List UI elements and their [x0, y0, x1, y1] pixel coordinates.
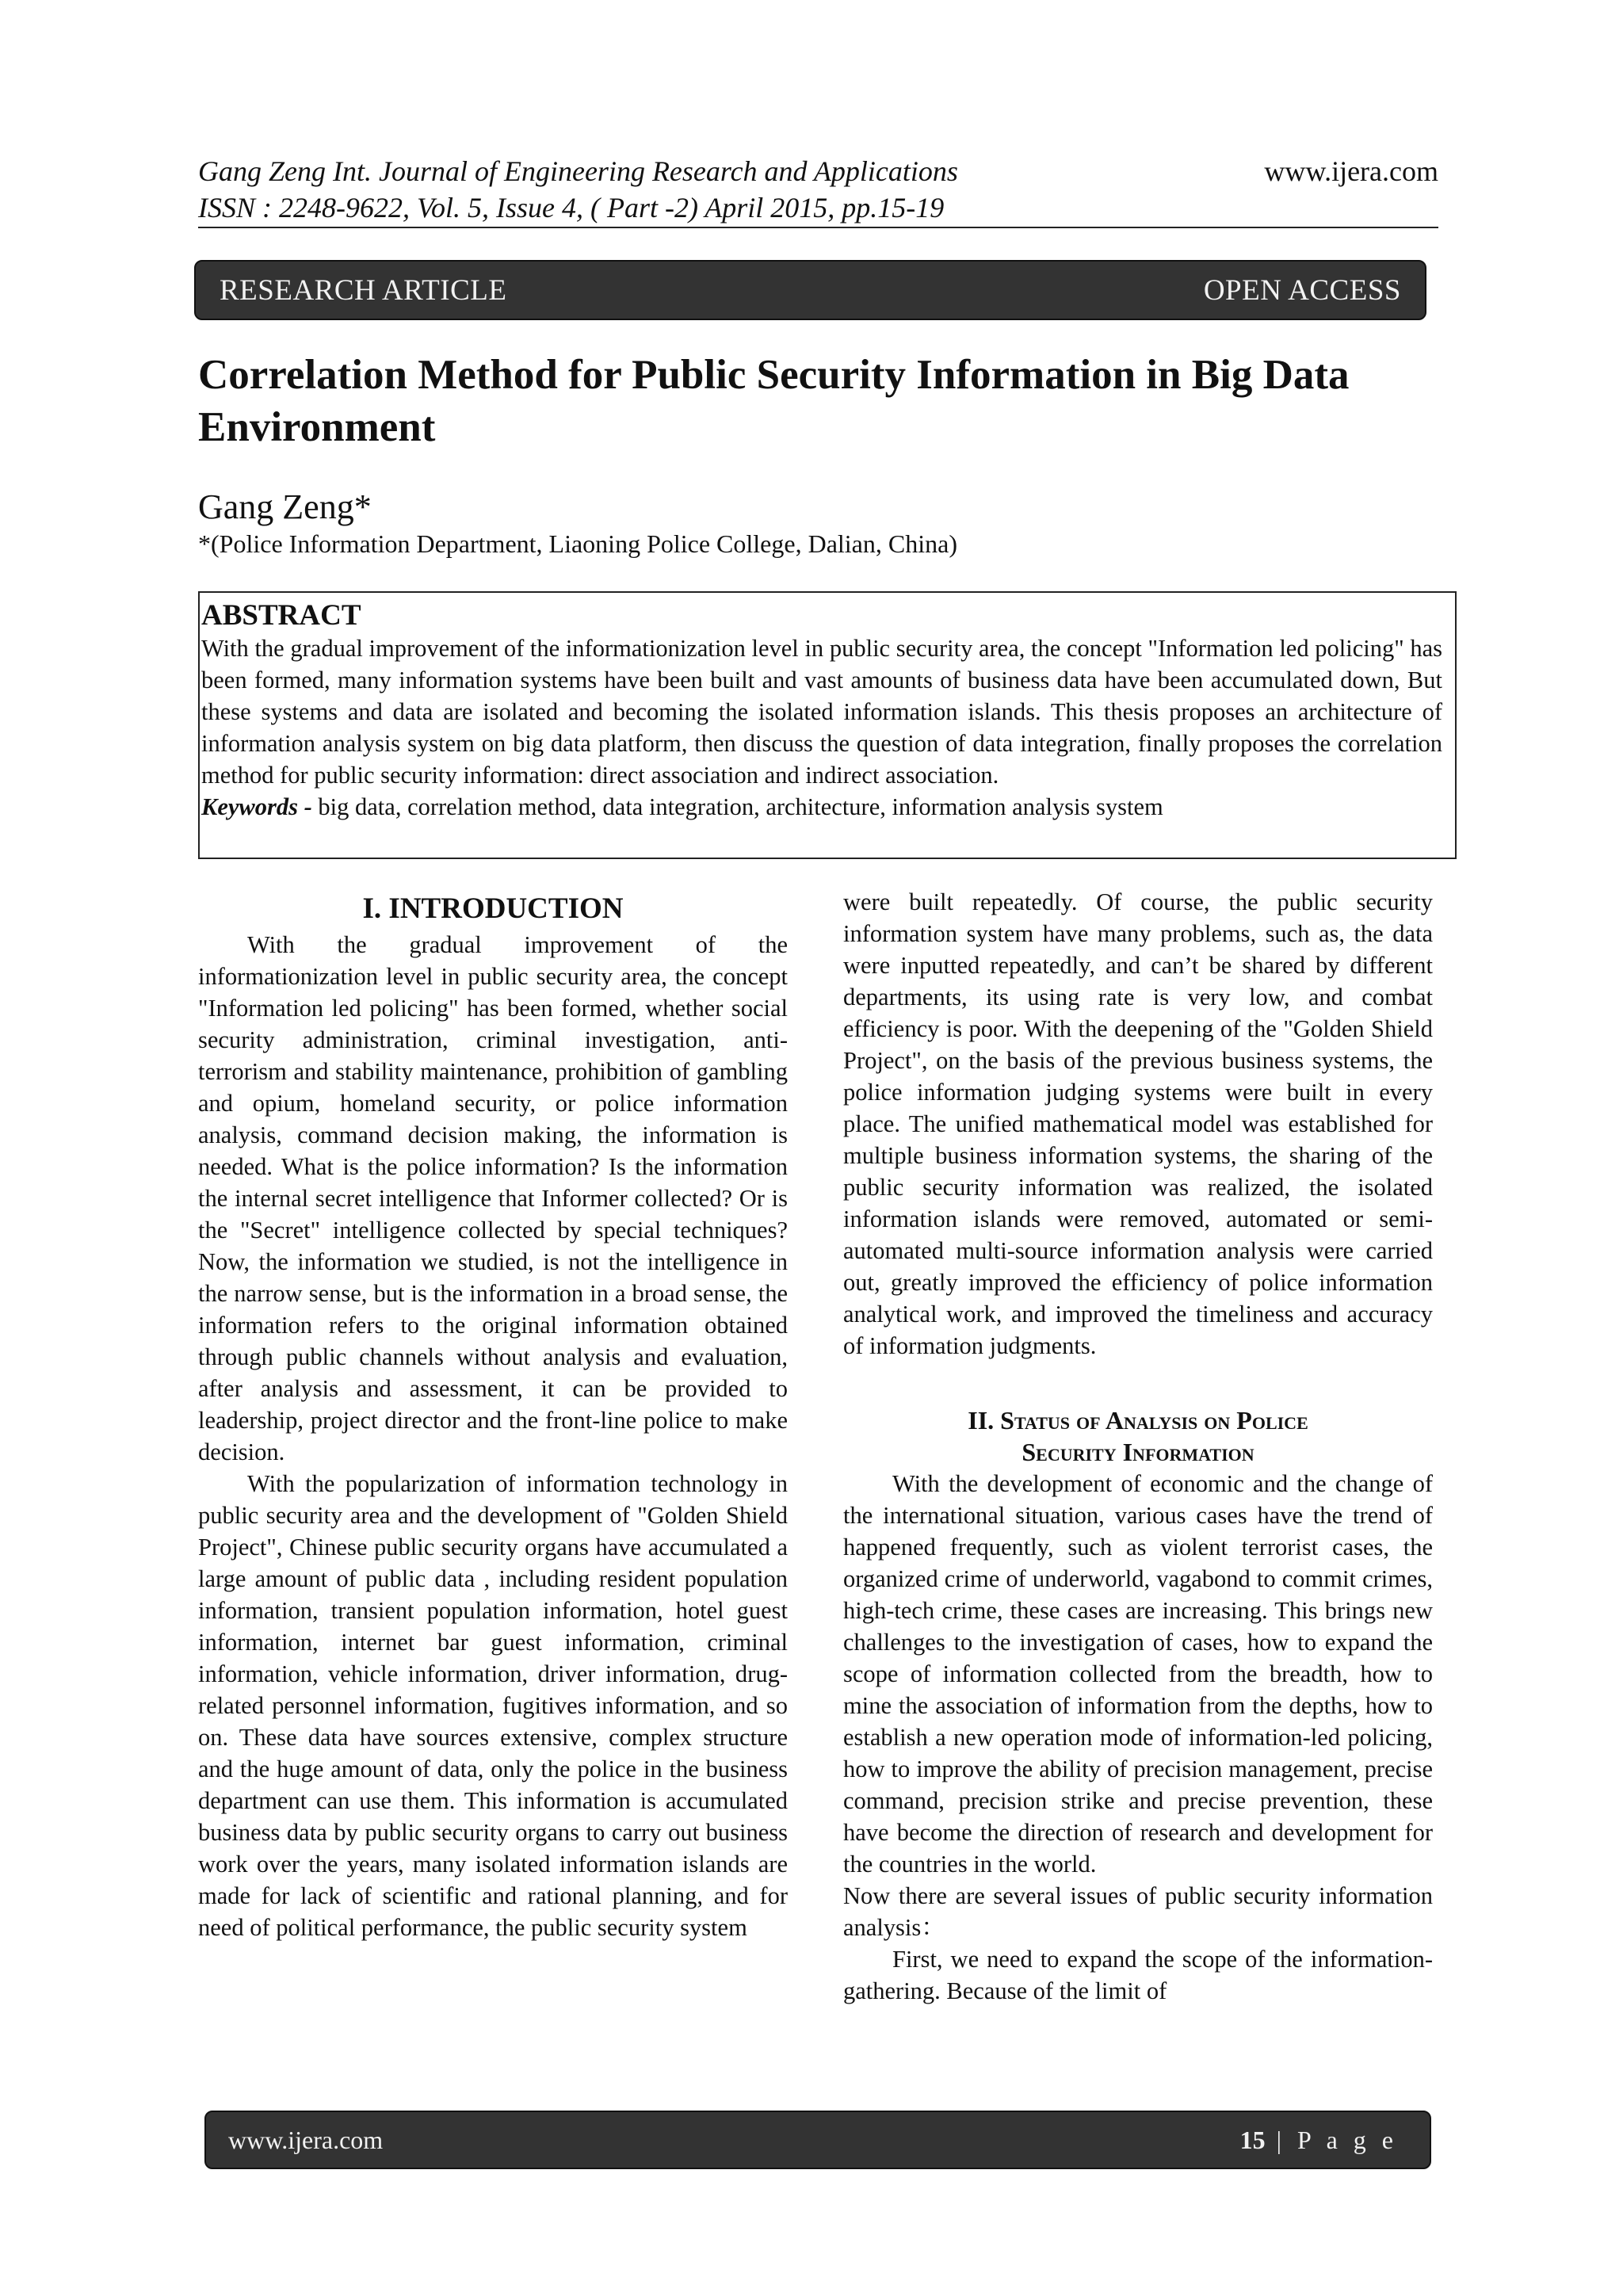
page-footer	[204, 2111, 1431, 2169]
abstract-heading: ABSTRACT	[201, 599, 361, 632]
author-affiliation: *(Police Information Department, Liaoning Police College, Dalian, China)	[198, 529, 957, 558]
page-number: 15	[1239, 2125, 1266, 2154]
header-rule	[198, 227, 1438, 228]
open-access-label: OPEN ACCESS	[1203, 273, 1401, 307]
abstract-box	[198, 591, 1457, 859]
article-type-banner	[194, 260, 1426, 320]
author-name: Gang Zeng*	[198, 487, 372, 526]
keywords-list: big data, correlation method, data integration, architecture, information analysis system	[311, 793, 1163, 820]
running-header	[198, 153, 1438, 226]
keywords-label: Keywords -	[201, 793, 312, 820]
intro-paragraph-continued: were built repeatedly. Of course, the public security information system have many problems, such as, the data were inputted repeatedly, and can’t be shared by different departments, its using rate is very low, and combat efficiency is poor. With the deepening of the "Golden Shield Project", on the basis of the previous business systems, the police information judging systems were built in every place. The unified mathematical model was established for multiple business information systems, the sharing of the public security information was realized, the isolated information islands were removed, automated or semi-automated multi-source information analysis were carried out, greatly improved the efficiency of police information analytical work, and improved the timeliness and accuracy of information judgments.	[843, 888, 1433, 1359]
research-article-label: RESEARCH ARTICLE	[220, 273, 507, 307]
footer-website: www.ijera.com	[228, 2125, 384, 2154]
left-column	[198, 886, 788, 1943]
paper-title: Correlation Method for Public Security Information in Big Data Environment	[198, 352, 1350, 450]
keywords-line	[201, 791, 1442, 823]
status-paragraph-2: Now there are several issues of public security information analysis：	[843, 1882, 1433, 1941]
abstract-text: With the gradual improvement of the informationization level in public security area, the concept "Information led policing" has been formed, many information systems have been built and vast amounts of business data have been accumulated down, But these systems and data are isolated and becoming the isolated information islands. This thesis proposes an architecture of information analysis system on big data platform, then discuss the question of data integration, finally proposes the correlation method for public security information: direct association and indirect association.	[201, 635, 1442, 789]
paragraph-gap	[843, 1362, 1433, 1393]
issn-line: ISSN : 2248-9622, Vol. 5, Issue 4, ( Part -2) April 2015, pp.15-19	[198, 192, 945, 223]
footer-page-indicator	[1240, 2126, 1398, 2155]
intro-paragraph-2: With the popularization of information technology in public security area and the development of "Golden Shield Project", Chinese public security organs have accumulated a large amount of public data , including resident population information, transient population information, hotel guest information, internet bar guest information, criminal information, vehicle information, driver information, drug-related personnel information, fugitives information, and so on. These data have sources extensive, complex structure and the huge amount of data, only the police in the business department can use them. This information is accumulated business data by public security organs to carry out business work over the years, many isolated information islands are made for lack of scientific and rational planning, and for need of political performance, the public security system	[198, 1470, 788, 1941]
section-heading-status-line-1: II. Status of Analysis on Police	[968, 1406, 1308, 1435]
journal-line: Gang Zeng Int. Journal of Engineering Research and Applications	[198, 155, 958, 187]
intro-paragraph-1: With the gradual improvement of the informationization level in public security area, the concept "Information led policing" has been formed, whether social security administration, criminal investigation, anti-terrorism and stability maintenance, prohibition of gambling and opium, homeland security, or police information analysis, command decision making, the information is needed. What is the police information? Is the information the internal secret intelligence that Informer collected? Or is the "Secret" intelligence collected by special techniques? Now, the information we studied, is not the intelligence in the narrow sense, but is the information in a broad sense, the information refers to the original information obtained through public channels without analysis and evaluation, after analysis and assessment, it can be provided to leadership, project director and the front-line police to make decision.	[198, 931, 788, 1465]
status-paragraph-3: First, we need to expand the scope of the information-gathering. Because of the limit of	[843, 1946, 1433, 2004]
page-label: | P a g e	[1265, 2125, 1398, 2154]
section-heading-introduction: I. INTRODUCTION	[362, 892, 624, 925]
header-website: www.ijera.com	[1264, 155, 1438, 187]
right-column	[843, 886, 1433, 2007]
section-heading-status-line-2: Security Information	[1022, 1438, 1254, 1466]
status-paragraph-1: With the development of economic and the change of the international situation, various cases have the trend of happened frequently, such as violent terrorist cases, the organized crime of underworld, vagabond to commit crimes, high-tech crime, these cases are increasing. This brings new challenges to the investigation of cases, how to expand the scope of information collected from the breadth, how to mine the association of information from the depths, how to establish a new operation mode of information-led policing, how to improve the ability of precision management, precise command, precision strike and precise prevention, these have become the direction of research and development for the countries in the world.	[843, 1470, 1433, 1878]
